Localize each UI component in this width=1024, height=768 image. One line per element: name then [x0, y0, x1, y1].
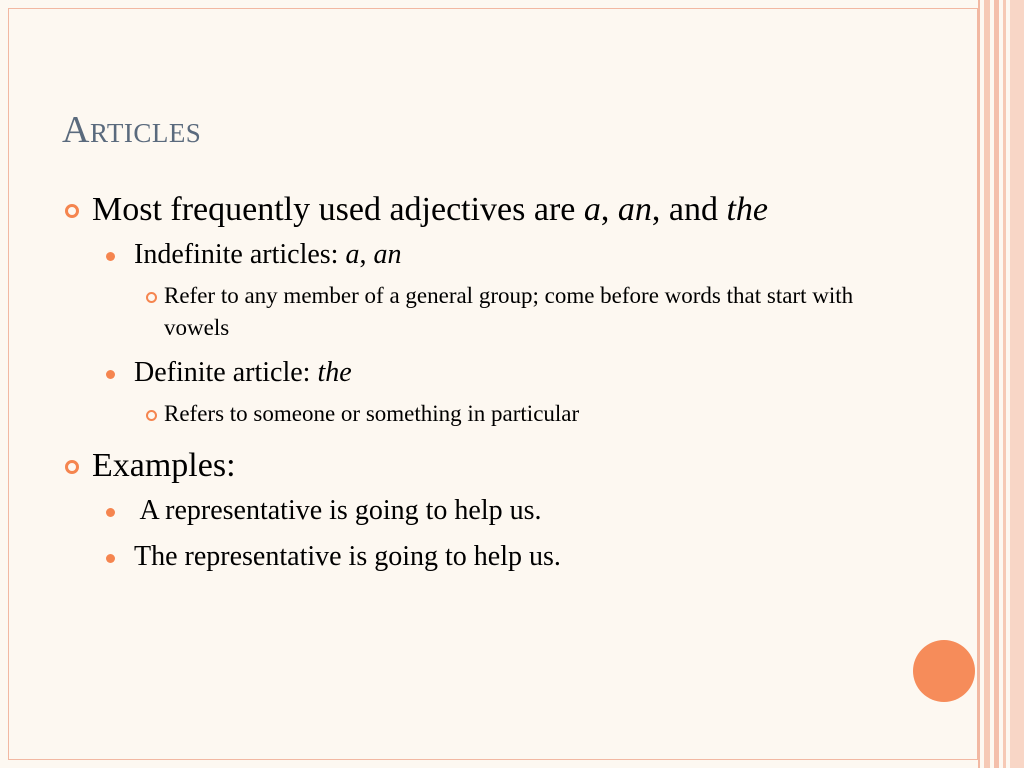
bullet-text: Indefinite articles:	[134, 239, 346, 270]
decorative-stripe	[1003, 0, 1006, 768]
bullet-text: Refer to any member of a general group; come before words that start with vowels	[164, 283, 854, 340]
term-a: a	[583, 191, 601, 228]
separator: ,	[600, 191, 618, 228]
ring-bullet-icon	[65, 204, 79, 218]
separator: ,	[359, 239, 374, 270]
bullet-level2-indefinite	[62, 238, 882, 272]
decorative-circle	[913, 640, 975, 702]
bullet-text: A representative is going to help us.	[134, 495, 542, 526]
bullet-text: Most frequently used adjectives are	[92, 191, 584, 228]
ring-bullet-icon	[65, 460, 79, 474]
bullet-text: Definite article:	[134, 357, 318, 388]
decorative-stripe	[994, 0, 999, 768]
bullet-level3-indefinite-desc	[62, 280, 882, 344]
slide-title: Articles	[62, 109, 202, 151]
bullet-level2-example1	[62, 494, 882, 528]
bullet-text: Refers to someone or something in particular	[164, 401, 580, 426]
term-the: the	[726, 191, 769, 228]
bullet-level3-definite-desc	[62, 398, 882, 430]
term-an: an	[617, 191, 652, 228]
bullet-level2-definite	[62, 356, 882, 390]
bullet-level1-adjectives	[62, 188, 882, 232]
bullet-level2-example2	[62, 540, 882, 574]
bullet-text: The representative is going to help us.	[134, 541, 561, 572]
term-a: a	[345, 239, 360, 270]
bullet-level1-examples	[62, 444, 882, 488]
term-an: an	[373, 239, 402, 270]
ring-bullet-icon	[146, 410, 157, 421]
dot-bullet-icon	[106, 508, 115, 517]
decorative-stripe	[978, 0, 980, 768]
decorative-stripe	[1010, 0, 1024, 768]
separator: , and	[651, 191, 727, 228]
bullet-text: Examples:	[92, 447, 236, 484]
dot-bullet-icon	[106, 370, 115, 379]
decorative-stripe	[984, 0, 990, 768]
term-the: the	[317, 357, 352, 388]
dot-bullet-icon	[106, 252, 115, 261]
ring-bullet-icon	[146, 292, 157, 303]
dot-bullet-icon	[106, 554, 115, 563]
slide-content	[62, 188, 882, 574]
